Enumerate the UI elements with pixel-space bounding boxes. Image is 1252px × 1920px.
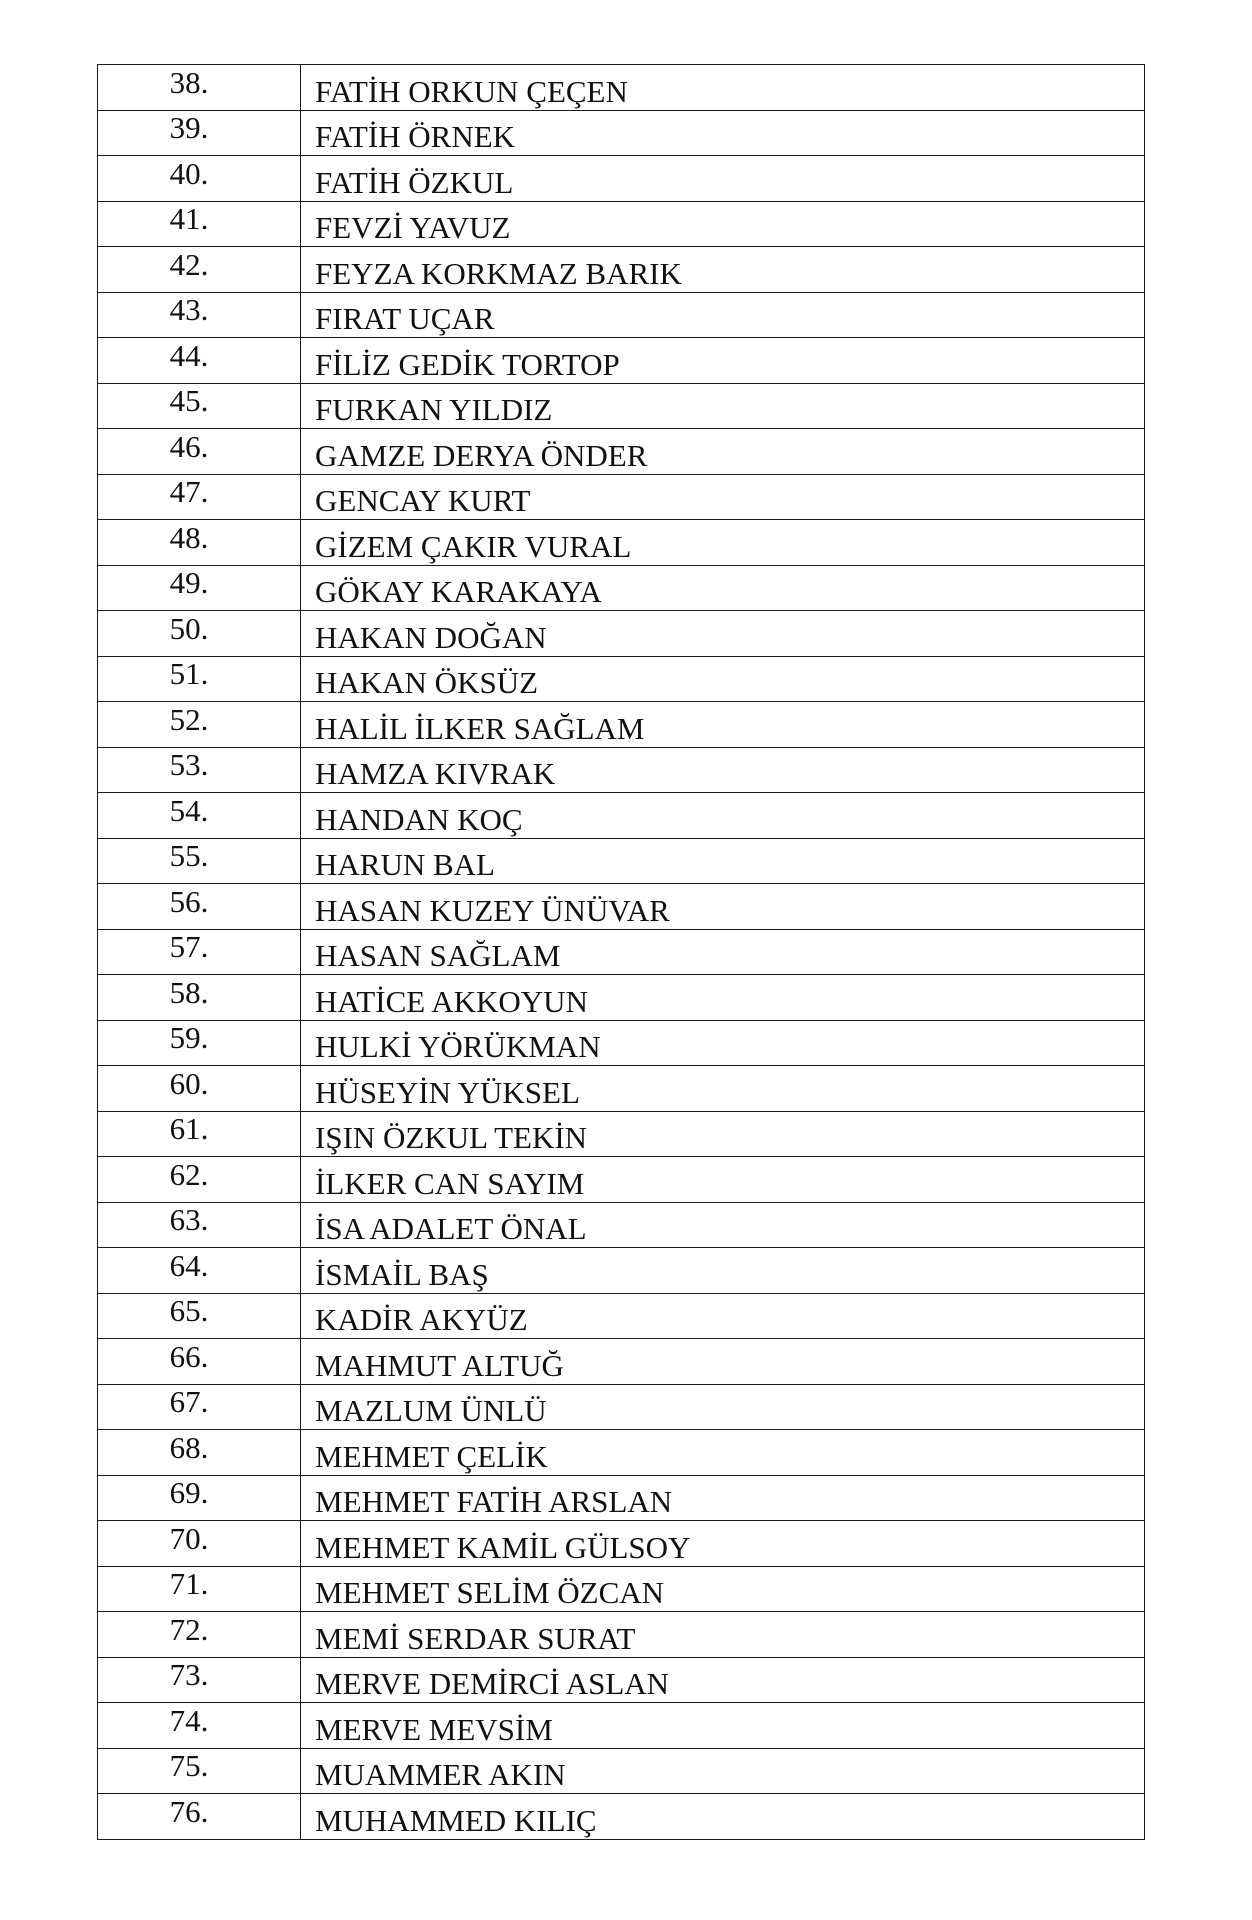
person-name-cell: [301, 1475, 1145, 1521]
person-name-cell: [301, 1384, 1145, 1430]
row-number-cell: [98, 884, 301, 930]
row-number-cell: [98, 474, 301, 520]
person-name-cell: [301, 1657, 1145, 1703]
row-number-cell: [98, 1521, 301, 1567]
row-number-cell: [98, 1703, 301, 1749]
person-name: IŞIN ÖZKUL TEKİN: [315, 1120, 588, 1156]
row-number-cell: [98, 1248, 301, 1294]
person-name-cell: [301, 110, 1145, 156]
table-row: [98, 1475, 1145, 1521]
table-row: [98, 1157, 1145, 1203]
person-name-cell: [301, 1202, 1145, 1248]
row-number: 43.: [169, 292, 209, 328]
table-row: [98, 1612, 1145, 1658]
row-number-cell: [98, 1657, 301, 1703]
person-name: GÖKAY KARAKAYA: [315, 574, 602, 610]
table-row: [98, 1111, 1145, 1157]
row-number-cell: [98, 1111, 301, 1157]
row-number: 65.: [169, 1293, 209, 1329]
table-row: [98, 1521, 1145, 1567]
person-name: FATİH ÖRNEK: [315, 119, 516, 155]
person-name-cell: [301, 929, 1145, 975]
person-name-cell: [301, 1748, 1145, 1794]
person-name: MERVE MEVSİM: [315, 1711, 553, 1747]
row-number-cell: [98, 1430, 301, 1476]
person-name-cell: [301, 747, 1145, 793]
person-name-cell: [301, 1293, 1145, 1339]
row-number-cell: [98, 247, 301, 293]
person-name: HATİCE AKKOYUN: [315, 983, 588, 1019]
row-number-cell: [98, 975, 301, 1021]
person-name-cell: [301, 702, 1145, 748]
person-name: FATİH ÖZKUL: [315, 164, 514, 200]
table-row: [98, 1748, 1145, 1794]
row-number: 56.: [169, 883, 209, 919]
table-row: [98, 1430, 1145, 1476]
person-name: MEHMET SELİM ÖZCAN: [315, 1575, 665, 1611]
row-number: 48.: [169, 519, 209, 555]
row-number-cell: [98, 656, 301, 702]
person-name-cell: [301, 838, 1145, 884]
table-row: [98, 1657, 1145, 1703]
person-name-cell: [301, 338, 1145, 384]
table-row: [98, 1384, 1145, 1430]
person-name: HAKAN ÖKSÜZ: [315, 665, 539, 701]
person-name: HANDAN KOÇ: [315, 801, 523, 837]
person-name: HASAN KUZEY ÜNÜVAR: [315, 892, 670, 928]
person-name: FURKAN YILDIZ: [315, 392, 553, 428]
row-number-cell: [98, 1794, 301, 1840]
person-name-cell: [301, 1248, 1145, 1294]
person-name-cell: [301, 1339, 1145, 1385]
row-number-cell: [98, 65, 301, 111]
table-row: [98, 474, 1145, 520]
row-number: 74.: [169, 1702, 209, 1738]
table-row: [98, 1794, 1145, 1840]
row-number-cell: [98, 1066, 301, 1112]
row-number: 52.: [169, 701, 209, 737]
row-number-cell: [98, 1384, 301, 1430]
person-name: GAMZE DERYA ÖNDER: [315, 437, 648, 473]
row-number: 50.: [169, 610, 209, 646]
person-name: MEHMET KAMİL GÜLSOY: [315, 1529, 691, 1565]
table-row: [98, 1020, 1145, 1066]
table-row: [98, 1066, 1145, 1112]
row-number: 66.: [169, 1338, 209, 1374]
row-number: 59.: [169, 1020, 209, 1056]
person-name-cell: [301, 1521, 1145, 1567]
row-number-cell: [98, 110, 301, 156]
person-name: HALİL İLKER SAĞLAM: [315, 710, 645, 746]
row-number: 45.: [169, 383, 209, 419]
person-name: MAHMUT ALTUĞ: [315, 1347, 564, 1383]
row-number: 68.: [169, 1429, 209, 1465]
row-number: 69.: [169, 1475, 209, 1511]
row-number: 70.: [169, 1520, 209, 1556]
table-row: [98, 1339, 1145, 1385]
person-name: HULKİ YÖRÜKMAN: [315, 1029, 601, 1065]
row-number-cell: [98, 1157, 301, 1203]
row-number: 44.: [169, 337, 209, 373]
row-number: 55.: [169, 838, 209, 874]
table-row: [98, 656, 1145, 702]
person-name: HASAN SAĞLAM: [315, 938, 561, 974]
row-number: 41.: [169, 201, 209, 237]
table-row: [98, 247, 1145, 293]
person-name: FEYZA KORKMAZ BARIK: [315, 255, 682, 291]
person-name-cell: [301, 1794, 1145, 1840]
person-name-cell: [301, 793, 1145, 839]
person-name-cell: [301, 247, 1145, 293]
row-number-cell: [98, 1475, 301, 1521]
table-row: [98, 65, 1145, 111]
person-name-cell: [301, 565, 1145, 611]
row-number: 76.: [169, 1793, 209, 1829]
person-name: MUHAMMED KILIÇ: [315, 1802, 597, 1838]
person-name: HAMZA KIVRAK: [315, 756, 556, 792]
row-number: 73.: [169, 1657, 209, 1693]
person-name-cell: [301, 383, 1145, 429]
person-name: MUAMMER AKIN: [315, 1757, 566, 1793]
person-name: MERVE DEMİRCİ ASLAN: [315, 1666, 670, 1702]
table-row: [98, 975, 1145, 1021]
person-name-cell: [301, 1020, 1145, 1066]
person-name: MEMİ SERDAR SURAT: [315, 1620, 636, 1656]
person-name: HÜSEYİN YÜKSEL: [315, 1074, 580, 1110]
person-name: FİLİZ GEDİK TORTOP: [315, 346, 620, 382]
person-name-cell: [301, 1612, 1145, 1658]
person-name: MEHMET ÇELİK: [315, 1438, 548, 1474]
row-number-cell: [98, 383, 301, 429]
person-name-cell: [301, 656, 1145, 702]
row-number: 38.: [169, 64, 209, 100]
person-name-cell: [301, 1566, 1145, 1612]
row-number-cell: [98, 1612, 301, 1658]
table-row: [98, 793, 1145, 839]
person-name-cell: [301, 1430, 1145, 1476]
row-number-cell: [98, 1020, 301, 1066]
person-name: FEVZİ YAVUZ: [315, 210, 511, 246]
row-number: 72.: [169, 1611, 209, 1647]
row-number-cell: [98, 747, 301, 793]
table-row: [98, 201, 1145, 247]
person-name-cell: [301, 474, 1145, 520]
person-name-cell: [301, 975, 1145, 1021]
row-number-cell: [98, 1293, 301, 1339]
name-list-table: [97, 64, 1145, 1840]
row-number: 60.: [169, 1065, 209, 1101]
table-row: [98, 1566, 1145, 1612]
table-row: [98, 884, 1145, 930]
row-number: 61.: [169, 1111, 209, 1147]
row-number-cell: [98, 793, 301, 839]
row-number: 57.: [169, 929, 209, 965]
row-number: 62.: [169, 1156, 209, 1192]
row-number: 54.: [169, 792, 209, 828]
person-name-cell: [301, 884, 1145, 930]
row-number-cell: [98, 929, 301, 975]
row-number: 71.: [169, 1566, 209, 1602]
table-row: [98, 429, 1145, 475]
row-number: 42.: [169, 246, 209, 282]
table-row: [98, 338, 1145, 384]
row-number: 75.: [169, 1748, 209, 1784]
row-number: 39.: [169, 110, 209, 146]
row-number-cell: [98, 838, 301, 884]
row-number: 49.: [169, 565, 209, 601]
row-number-cell: [98, 1339, 301, 1385]
person-name: FIRAT UÇAR: [315, 301, 495, 337]
person-name: KADİR AKYÜZ: [315, 1302, 528, 1338]
row-number-cell: [98, 1202, 301, 1248]
row-number-cell: [98, 338, 301, 384]
table-row: [98, 611, 1145, 657]
table-row: [98, 838, 1145, 884]
row-number-cell: [98, 201, 301, 247]
row-number: 63.: [169, 1202, 209, 1238]
person-name: İSA ADALET ÖNAL: [315, 1211, 587, 1247]
row-number-cell: [98, 1566, 301, 1612]
person-name: HAKAN DOĞAN: [315, 619, 547, 655]
person-name: FATİH ORKUN ÇEÇEN: [315, 73, 628, 109]
table-row: [98, 292, 1145, 338]
table-row: [98, 520, 1145, 566]
table-row: [98, 929, 1145, 975]
table-row: [98, 110, 1145, 156]
person-name-cell: [301, 1157, 1145, 1203]
person-name: İLKER CAN SAYIM: [315, 1165, 585, 1201]
row-number-cell: [98, 1748, 301, 1794]
person-name: İSMAİL BAŞ: [315, 1256, 489, 1292]
row-number-cell: [98, 156, 301, 202]
person-name-cell: [301, 201, 1145, 247]
table-row: [98, 1248, 1145, 1294]
table-row: [98, 156, 1145, 202]
person-name-cell: [301, 429, 1145, 475]
row-number-cell: [98, 611, 301, 657]
person-name: HARUN BAL: [315, 847, 495, 883]
row-number-cell: [98, 429, 301, 475]
row-number: 53.: [169, 747, 209, 783]
row-number: 64.: [169, 1247, 209, 1283]
person-name: GENCAY KURT: [315, 483, 531, 519]
person-name-cell: [301, 156, 1145, 202]
row-number: 46.: [169, 428, 209, 464]
table-row: [98, 1293, 1145, 1339]
table-body: [98, 65, 1145, 1840]
person-name-cell: [301, 1111, 1145, 1157]
table-row: [98, 702, 1145, 748]
row-number: 67.: [169, 1384, 209, 1420]
table-row: [98, 565, 1145, 611]
table-row: [98, 1703, 1145, 1749]
table-row: [98, 747, 1145, 793]
person-name-cell: [301, 292, 1145, 338]
table-row: [98, 383, 1145, 429]
table-row: [98, 1202, 1145, 1248]
row-number-cell: [98, 702, 301, 748]
row-number-cell: [98, 565, 301, 611]
person-name-cell: [301, 1703, 1145, 1749]
person-name: MAZLUM ÜNLÜ: [315, 1393, 547, 1429]
person-name: GİZEM ÇAKIR VURAL: [315, 528, 632, 564]
row-number-cell: [98, 292, 301, 338]
person-name-cell: [301, 611, 1145, 657]
person-name: MEHMET FATİH ARSLAN: [315, 1484, 673, 1520]
row-number-cell: [98, 520, 301, 566]
person-name-cell: [301, 1066, 1145, 1112]
row-number: 58.: [169, 974, 209, 1010]
row-number: 51.: [169, 656, 209, 692]
person-name-cell: [301, 520, 1145, 566]
person-name-cell: [301, 65, 1145, 111]
row-number: 47.: [169, 474, 209, 510]
row-number: 40.: [169, 155, 209, 191]
